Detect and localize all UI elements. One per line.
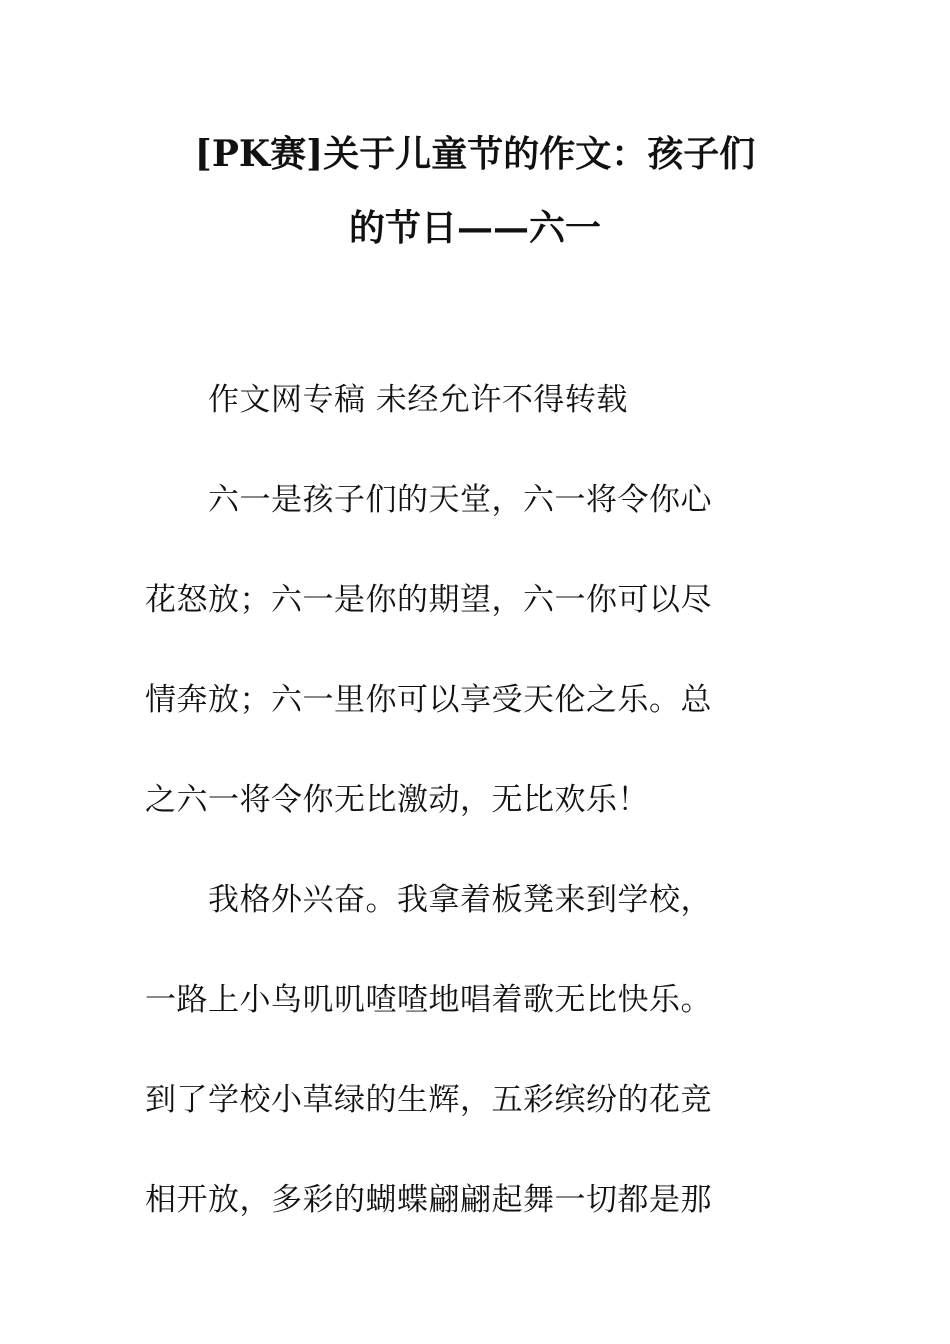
document-title-line-1: [PK赛]关于儿童节的作文：孩子们 xyxy=(194,133,756,175)
document-title-line-2: 的节日——六一 xyxy=(348,207,601,249)
body-line: 相开放，多彩的蝴蝶翩翩起舞一切都是那 xyxy=(145,1182,712,1218)
body-line: 六一是孩子们的天堂，六一将令你心 xyxy=(145,482,712,518)
body-line: 之六一将令你无比激动，无比欢乐！ xyxy=(145,782,649,818)
body-line: 我格外兴奋。我拿着板凳来到学校， xyxy=(145,882,712,918)
body-line: 花怒放；六一是你的期望，六一你可以尽 xyxy=(145,582,712,618)
body-line: 一路上小鸟叽叽喳喳地唱着歌无比快乐。 xyxy=(145,982,712,1018)
byline: 作文网专稿 未经允许不得转载 xyxy=(145,382,628,418)
body-line: 到了学校小草绿的生辉，五彩缤纷的花竞 xyxy=(145,1082,712,1118)
body-line: 情奔放；六一里你可以享受天伦之乐。总 xyxy=(145,682,712,718)
